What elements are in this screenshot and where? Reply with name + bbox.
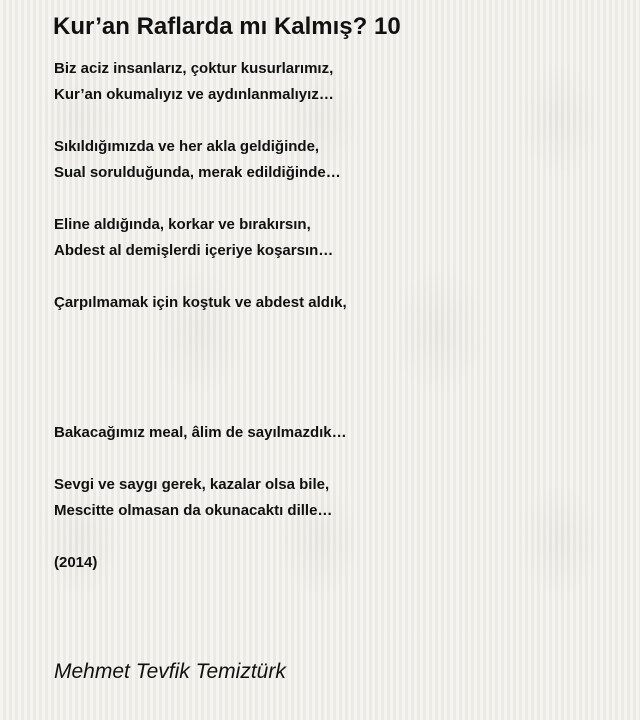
stanza-break [54, 316, 614, 342]
stanza-break [54, 368, 614, 394]
poem-line: Mescitte olmasan da okunacaktı dille… [54, 502, 333, 519]
poem-line: Abdest al demişlerdi içeriye koşarsın… [54, 242, 334, 259]
poem-title: Kur’an Raflarda mı Kalmış? 10 [53, 13, 401, 40]
poem-body [54, 56, 614, 576]
poem-line: Sual sorulduğunda, merak edildiğinde… [54, 164, 341, 181]
stanza-break [54, 524, 614, 550]
poem-year: (2014) [54, 554, 98, 571]
poem-line: Kur’an okumalıyız ve aydınlanmalıyız… [54, 86, 334, 103]
poem-author: Mehmet Tevfik Temiztürk [54, 660, 286, 683]
stanza-break [54, 342, 614, 368]
poem-line: Bakacağımız meal, âlim de sayılmazdık… [54, 424, 347, 441]
poem-line: Eline aldığında, korkar ve bırakırsın, [54, 216, 311, 233]
poem-line: Çarpılmamak için koştuk ve abdest aldık, [54, 294, 347, 311]
stanza-break [54, 264, 614, 290]
poem-line: Sevgi ve saygı gerek, kazalar olsa bile, [54, 476, 330, 493]
stanza-break [54, 446, 614, 472]
stanza-break [54, 108, 614, 134]
poem-line: Sıkıldığımızda ve her akla geldiğinde, [54, 138, 320, 155]
stanza-break [54, 394, 614, 420]
stanza-break [54, 186, 614, 212]
poem-line: Biz aciz insanlarız, çoktur kusurlarımız, [54, 60, 334, 77]
